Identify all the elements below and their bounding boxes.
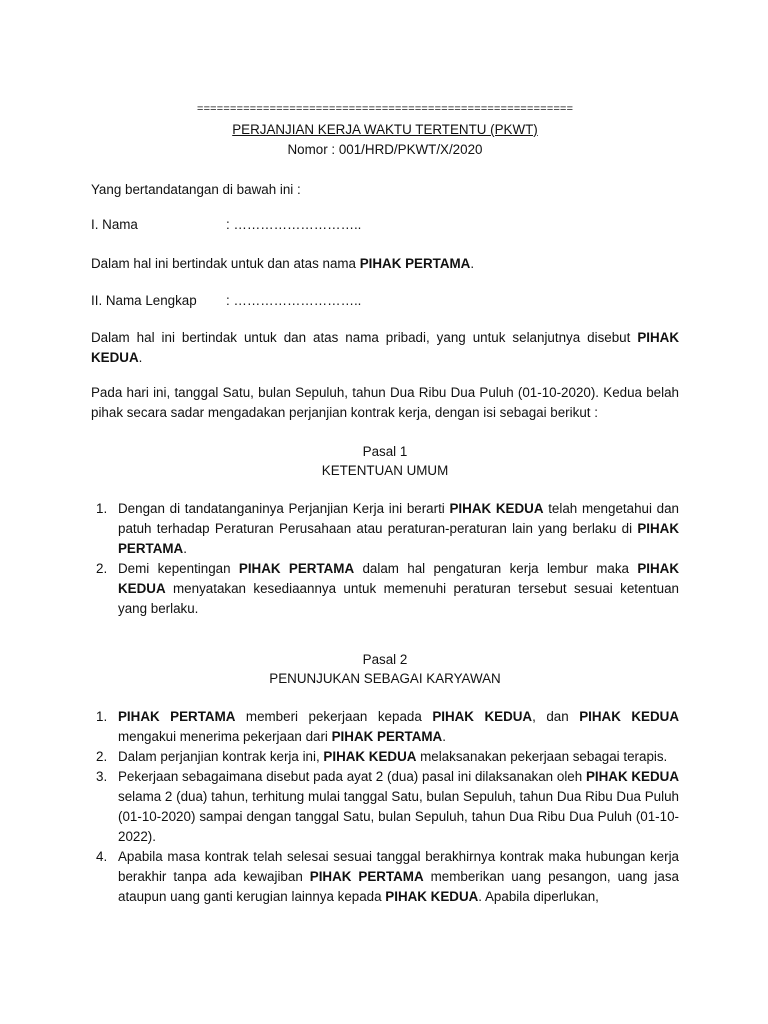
list-item-number: 4.: [96, 849, 108, 864]
separator-line: =========================================================: [196, 104, 574, 116]
intro-text: Yang bertandatangan di bawah ini :: [91, 182, 301, 197]
party2-field: [91, 291, 679, 311]
party2-value: : ………………………..: [226, 293, 362, 308]
list-item-text: PIHAK PERTAMA memberi pekerjaan kepada PIHAK KEDUA, dan PIHAK KEDUA mengakui menerima pekerjaan dari PIHAK PERTAMA.: [118, 709, 679, 744]
list-item: [91, 747, 679, 767]
list-item-text: Dalam perjanjian kontrak kerja ini, PIHAK KEDUA melaksanakan pekerjaan sebagai terapis.: [118, 749, 668, 764]
list-item-number: 1.: [96, 709, 108, 724]
list-item-text: Demi kepentingan PIHAK PERTAMA dalam hal pengaturan kerja lembur maka PIHAK KEDUA menyatakan kesediaannya untuk memenuhi peraturan tersebut sesuai ketentuan yang berlaku.: [118, 561, 679, 616]
pasal1-number: Pasal 1: [362, 444, 408, 459]
list-item: [91, 499, 679, 559]
pasal2-list: [91, 707, 679, 907]
list-item-number: 3.: [96, 769, 108, 784]
pasal1-list: [91, 499, 679, 619]
list-item: [91, 707, 679, 747]
list-item: [91, 847, 679, 907]
party2-label: II. Nama Lengkap: [91, 293, 197, 308]
party2-statement: Dalam hal ini bertindak untuk dan atas nama pribadi, yang untuk selanjutnya disebut PIHAK KEDUA.: [91, 330, 679, 365]
list-item: [91, 559, 679, 619]
party1-label: I. Nama: [91, 217, 138, 232]
list-item-number: 2.: [96, 749, 108, 764]
party1-value: : ………………………..: [226, 217, 362, 232]
pasal2-number: Pasal 2: [362, 652, 408, 667]
list-item: [91, 767, 679, 847]
party1-statement: Dalam hal ini bertindak untuk dan atas nama PIHAK PERTAMA.: [91, 256, 475, 271]
list-item-text: Dengan di tandatanganinya Perjanjian Kerja ini berarti PIHAK KEDUA telah mengetahui dan patuh terhadap Peraturan Perusahaan atau peraturan-peraturan lain yang berlaku di PIHAK PERTAMA.: [118, 501, 679, 556]
pasal2-heading: PENUNJUKAN SEBAGAI KARYAWAN: [269, 671, 501, 686]
list-item-number: 1.: [96, 501, 108, 516]
document-number: Nomor : 001/HRD/PKWT/X/2020: [287, 142, 483, 157]
list-item-text: Pekerjaan sebagaimana disebut pada ayat 2 (dua) pasal ini dilaksanakan oleh PIHAK KEDUA selama 2 (dua) tahun, terhitung mulai tanggal Satu, bulan Sepuluh, tahun Dua Ribu Dua Puluh (01-10-2020) sampai dengan tanggal Satu, bulan Sepuluh, tahun Dua Ribu Dua Puluh (01-10-2022).: [118, 769, 679, 844]
pasal1-heading: KETENTUAN UMUM: [321, 463, 449, 478]
document-title: PERJANJIAN KERJA WAKTU TERTENTU (PKWT): [232, 122, 538, 137]
opening-paragraph: Pada hari ini, tanggal Satu, bulan Sepuluh, tahun Dua Ribu Dua Puluh (01-10-2020). Kedua belah pihak secara sadar mengadakan perjanjian kontrak kerja, dengan isi sebagai berikut :: [91, 385, 679, 420]
list-item-number: 2.: [96, 561, 108, 576]
list-item-text: Apabila masa kontrak telah selesai sesuai tanggal berakhirnya kontrak maka hubungan kerja berakhir tanpa ada kewajiban PIHAK PERTAMA memberikan uang pesangon, uang jasa ataupun uang ganti kerugian lainnya kepada PIHAK KEDUA. Apabila diperlukan,: [118, 849, 679, 904]
party1-field: [91, 215, 679, 235]
